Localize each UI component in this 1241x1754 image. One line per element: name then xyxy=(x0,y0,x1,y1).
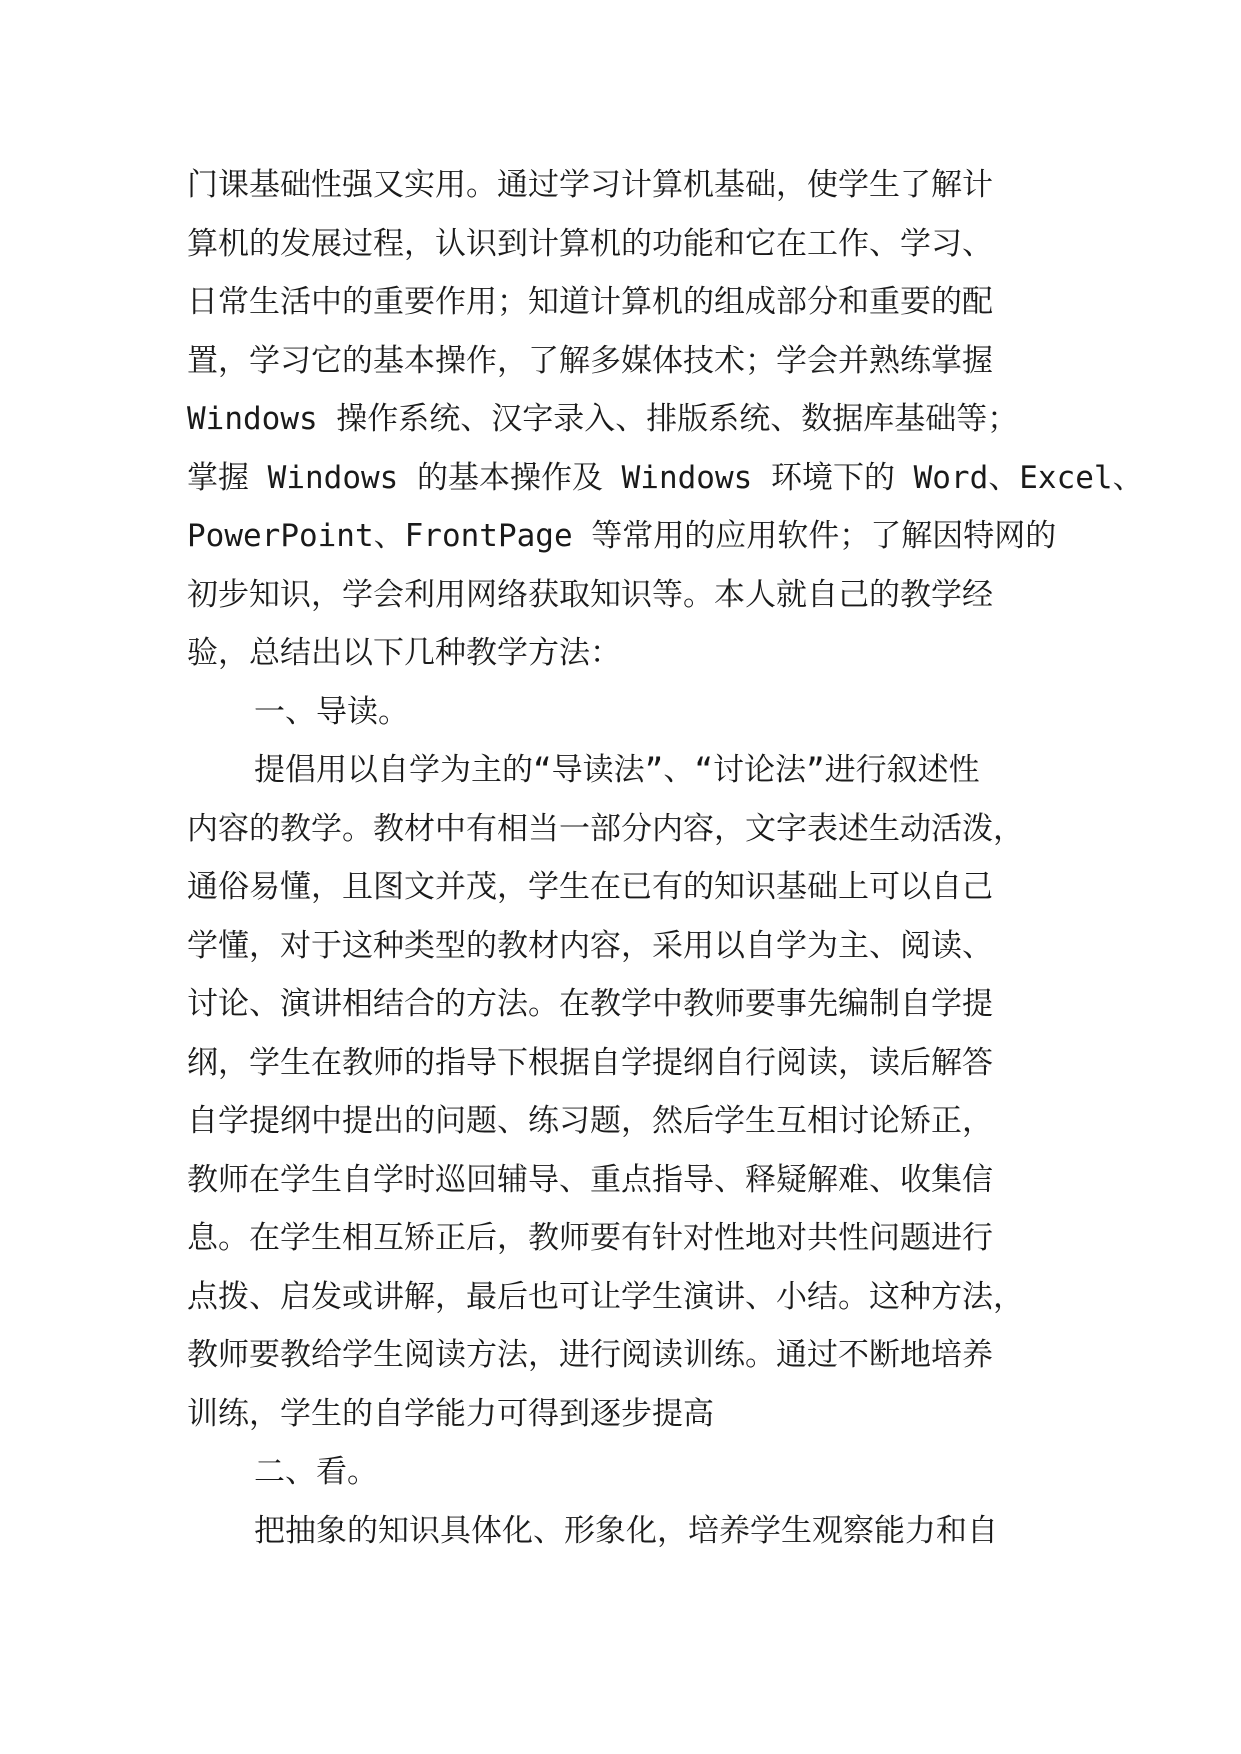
document-body xyxy=(187,156,1144,1560)
paragraph-2-line: 训练，学生的自学能力可得到逐步提高 xyxy=(187,1395,714,1432)
paragraph-1-line: 日常生活中的重要作用；知道计算机的组成部分和重要的配 xyxy=(187,284,993,320)
paragraph-1-line: 算机的发展过程，认识到计算机的功能和它在工作、学习、 xyxy=(187,225,993,262)
paragraph-2-line: 教师要教给学生阅读方法，进行阅读训练。通过不断地培养 xyxy=(187,1337,993,1373)
paragraph-1-line: 置，学习它的基本操作，了解多媒体技术；学会并熟练掌握 xyxy=(187,342,993,379)
section-heading-2: 二、看。 xyxy=(254,1454,378,1490)
paragraph-2-line: 息。在学生相互矫正后，教师要有针对性地对共性问题进行 xyxy=(187,1220,993,1256)
paragraph-2-line: 纲，学生在教师的指导下根据自学提纲自行阅读，读后解答 xyxy=(187,1044,993,1081)
paragraph-3-line: 把抽象的知识具体化、形象化，培养学生观察能力和自 xyxy=(254,1512,998,1549)
paragraph-2-line: 自学提纲中提出的问题、练习题，然后学生互相讨论矫正， xyxy=(187,1103,993,1139)
paragraph-2-line: 提倡用以自学为主的“导读法”、“讨论法”进行叙述性 xyxy=(254,752,980,788)
paragraph-1-line: 验，总结出以下几种教学方法： xyxy=(187,635,621,671)
paragraph-2-line: 讨论、演讲相结合的方法。在教学中教师要事先编制自学提 xyxy=(187,986,993,1022)
paragraph-1-line: PowerPoint、FrontPage 等常用的应用软件；了解因特网的 xyxy=(187,518,1057,554)
paragraph-1-line: 门课基础性强又实用。通过学习计算机基础，使学生了解计 xyxy=(187,167,993,203)
paragraph-1-line: 掌握 Windows 的基本操作及 Windows 环境下的 Word、Excel、 xyxy=(187,459,1144,496)
paragraph-1-line: Windows 操作系统、汉字录入、排版系统、数据库基础等； xyxy=(187,401,1019,437)
paragraph-2-line: 通俗易懂，且图文并茂，学生在已有的知识基础上可以自己 xyxy=(187,869,993,905)
paragraph-2-line: 点拨、启发或讲解，最后也可让学生演讲、小结。这种方法， xyxy=(187,1278,1024,1315)
paragraph-1-line: 初步知识，学会利用网络获取知识等。本人就自己的教学经 xyxy=(187,576,993,613)
paragraph-2-line: 内容的教学。教材中有相当一部分内容，文字表述生动活泼， xyxy=(187,810,1024,847)
section-heading-1: 一、导读。 xyxy=(254,693,409,730)
paragraph-2-line: 教师在学生自学时巡回辅导、重点指导、释疑解难、收集信 xyxy=(187,1161,993,1198)
paragraph-2-line: 学懂，对于这种类型的教材内容，采用以自学为主、阅读、 xyxy=(187,927,993,964)
